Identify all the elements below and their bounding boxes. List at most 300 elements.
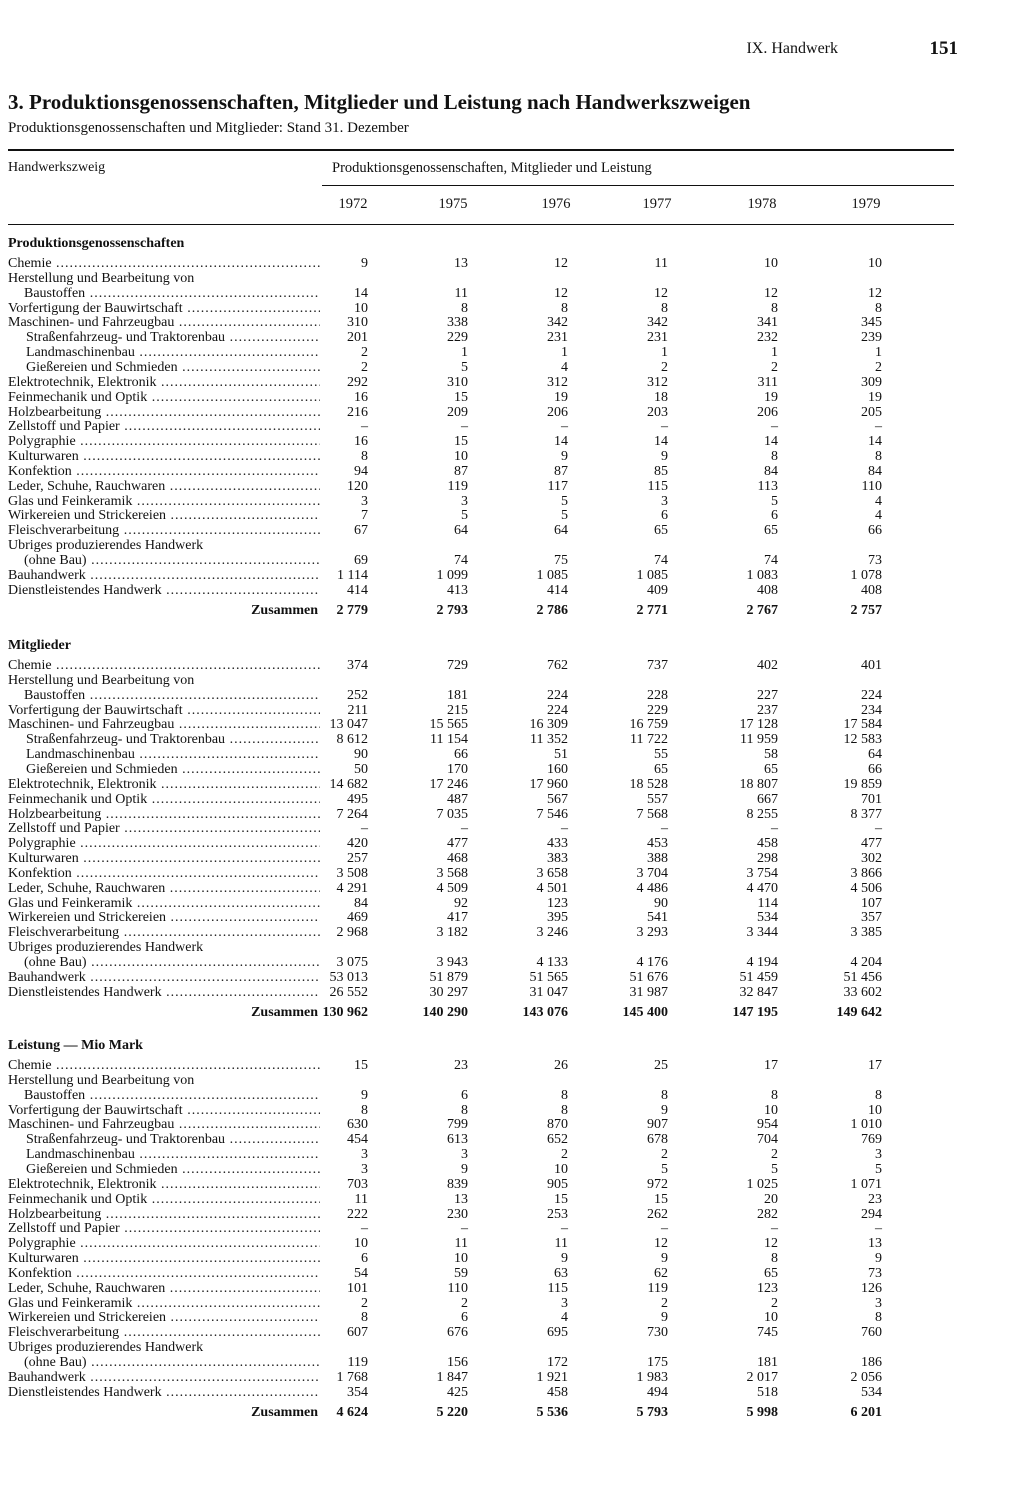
cell-1979: 8: [875, 1310, 882, 1326]
cell-1976: 383: [547, 851, 568, 867]
cell-1978: 8: [771, 300, 778, 316]
table-row: [0, 1222, 1024, 1237]
cell-1978: 2 767: [746, 602, 778, 618]
cell-1979: 84: [868, 463, 882, 479]
cell-1975: –: [461, 821, 468, 837]
cell-1972: 2: [361, 359, 368, 375]
cell-1975: 9: [461, 1161, 468, 1177]
cell-1976: 4 133: [536, 955, 568, 970]
cell-1972: 8: [361, 1310, 368, 1326]
cell-1977: 62: [654, 1265, 668, 1281]
table-row: [0, 450, 1024, 465]
cell-1979: 401: [861, 658, 882, 673]
cell-1975: –: [461, 1221, 468, 1237]
cell-1976: 5: [561, 493, 568, 509]
cell-1977: 12: [654, 1236, 668, 1252]
cell-1976: –: [561, 821, 568, 837]
cell-1977: 730: [647, 1325, 668, 1341]
cell-1972: 54: [354, 1265, 368, 1281]
cell-1977: 1 085: [636, 567, 668, 583]
cell-1979: 701: [861, 791, 882, 807]
row-label: Fleischverarbeitung .....: [8, 926, 320, 941]
cell-1979: 302: [861, 851, 882, 867]
cell-1976: 224: [547, 687, 568, 703]
chapter-title: IX. Handwerk: [746, 40, 838, 57]
row-label: (ohne Bau) .....: [24, 554, 320, 569]
cell-1977: 737: [647, 658, 668, 673]
cell-1979: –: [875, 419, 882, 435]
table-row: [0, 748, 1024, 763]
cell-1972: 69: [354, 553, 368, 568]
cell-1977: 3 293: [636, 925, 668, 941]
cell-1976: 75: [554, 553, 568, 568]
cell-1978: 4 470: [746, 880, 778, 896]
cell-1977: 907: [647, 1117, 668, 1133]
cell-1976: 12: [554, 256, 568, 271]
cell-1972: –: [361, 419, 368, 435]
table-row: [0, 941, 1024, 956]
table-row: [0, 1282, 1024, 1297]
cell-1972: 703: [347, 1176, 368, 1192]
cell-1977: 12: [654, 285, 668, 301]
cell-1975: 229: [447, 330, 468, 346]
cell-1978: 8: [771, 449, 778, 465]
cell-1975: 64: [454, 523, 468, 539]
cell-1978: 1 025: [746, 1176, 778, 1192]
cell-1979: 17 584: [843, 717, 882, 733]
cell-1979: 4 204: [850, 955, 882, 970]
cell-1972: 201: [347, 330, 368, 346]
cell-1975: 799: [447, 1117, 468, 1133]
cell-1972: 84: [354, 895, 368, 911]
cell-1979: 477: [861, 836, 882, 852]
cell-1978: 311: [757, 374, 778, 390]
cell-1972: 10: [354, 1236, 368, 1252]
cell-1979: 2: [875, 359, 882, 375]
cell-1975: 7 035: [436, 806, 468, 822]
cell-1976: 695: [547, 1325, 568, 1341]
cell-1978: 123: [757, 1280, 778, 1296]
row-label: Wirkereien und Strickereien .....: [8, 911, 320, 926]
cell-1979: 8: [875, 449, 882, 465]
row-label: Bauhandwerk .....: [8, 971, 320, 986]
row-label: Konfektion .....: [8, 1267, 320, 1282]
cell-1975: 119: [447, 478, 468, 494]
cell-1975: 3: [461, 493, 468, 509]
cell-1979: 66: [868, 523, 882, 539]
cell-1972: 4 624: [336, 1404, 368, 1420]
cell-1976: 19: [554, 389, 568, 405]
cell-1979: 5: [875, 1161, 882, 1177]
cell-1977: 2: [661, 1295, 668, 1311]
cell-1976: 16 309: [529, 717, 568, 733]
cell-1975: 10: [454, 449, 468, 465]
cell-1978: 65: [764, 1265, 778, 1281]
table-row: [0, 852, 1024, 867]
cell-1977: 9: [661, 1310, 668, 1326]
row-label: Gießereien und Schmieden .....: [26, 361, 320, 376]
cell-1979: 309: [861, 374, 882, 390]
table-row: [0, 495, 1024, 510]
cell-1978: 20: [764, 1191, 778, 1207]
cell-1978: 3 344: [746, 925, 778, 941]
row-label: Glas und Feinkeramik .....: [8, 1297, 320, 1312]
section-title: Leistung — Mio Mark: [8, 1038, 143, 1053]
cell-1979: 33 602: [843, 984, 882, 1000]
cell-1972: 11: [354, 1191, 368, 1207]
cell-1978: 534: [757, 910, 778, 926]
cell-1977: 25: [654, 1058, 668, 1073]
row-label: Vorfertigung der Bauwirtschaft .....: [8, 704, 320, 719]
cell-1978: 5: [771, 1161, 778, 1177]
table-row: [0, 1074, 1024, 1089]
cell-1972: 292: [347, 374, 368, 390]
row-label: Elektrotechnik, Elektronik .....: [8, 1178, 320, 1193]
row-label: Zellstoff und Papier .....: [8, 822, 320, 837]
table-row: [0, 569, 1024, 584]
cell-1975: 51 879: [429, 969, 468, 985]
cell-1978: 19: [764, 389, 778, 405]
table-row: [0, 1356, 1024, 1371]
cell-1976: 12: [554, 285, 568, 301]
cell-1975: 1 847: [436, 1369, 468, 1385]
table-row: [0, 406, 1024, 421]
cell-1979: 19: [868, 389, 882, 405]
cell-1976: 567: [547, 791, 568, 807]
cell-1975: 209: [447, 404, 468, 420]
row-label: Dienstleistendes Handwerk .....: [8, 1386, 320, 1401]
cell-1976: 160: [547, 761, 568, 777]
row-label: Leder, Schuhe, Rauchwaren .....: [8, 480, 320, 495]
cell-1975: 3: [461, 1147, 468, 1163]
cell-1977: 65: [654, 523, 668, 539]
cell-1977: 11 722: [630, 732, 668, 748]
cell-1977: 228: [647, 687, 668, 703]
table-row: [0, 1371, 1024, 1386]
cell-1979: 14: [868, 434, 882, 450]
cell-1975: 5 220: [436, 1404, 468, 1420]
cell-1977: 4 486: [636, 880, 668, 896]
cell-1978: 2: [771, 1295, 778, 1311]
cell-1979: 4: [875, 508, 882, 524]
cell-1977: 85: [654, 463, 668, 479]
cell-1978: 232: [757, 330, 778, 346]
cell-1979: 17: [868, 1058, 882, 1073]
row-label: Bauhandwerk .....: [8, 569, 320, 584]
cell-1979: 73: [868, 1265, 882, 1281]
cell-1972: 3: [361, 493, 368, 509]
row-label: Straßenfahrzeug- und Traktorenbau .....: [26, 1133, 320, 1148]
cell-1972: –: [361, 821, 368, 837]
cell-1979: 12: [868, 285, 882, 301]
cell-1972: 2: [361, 1295, 368, 1311]
cell-1972: 130 962: [322, 1004, 368, 1020]
cell-1976: 342: [547, 315, 568, 331]
row-label: Maschinen- und Fahrzeugbau .....: [8, 718, 320, 733]
cell-1976: 312: [547, 374, 568, 390]
row-label: Zellstoff und Papier .....: [8, 420, 320, 435]
table-row: [0, 733, 1024, 748]
cell-1977: 1: [661, 345, 668, 361]
cell-1977: 231: [647, 330, 668, 346]
cell-1975: 140 290: [422, 1004, 468, 1020]
row-label: Elektrotechnik, Elektronik .....: [8, 778, 320, 793]
table-subtitle: Produktionsgenossenschaften und Mitglieder: Stand 31. Dezember: [8, 120, 409, 136]
table-row: [0, 1208, 1024, 1223]
cell-1975: 6: [461, 1310, 468, 1326]
cell-1975: 230: [447, 1206, 468, 1222]
cell-1979: 239: [861, 330, 882, 346]
cell-1977: 18 528: [629, 776, 668, 792]
row-label: Glas und Feinkeramik .....: [8, 495, 320, 510]
cell-1975: 468: [447, 851, 468, 867]
table-row: [0, 971, 1024, 986]
cell-1978: 5: [771, 493, 778, 509]
cell-1972: 67: [354, 523, 368, 539]
cell-1972: 9: [361, 1087, 368, 1103]
cell-1972: 8 612: [336, 732, 368, 748]
cell-1976: 224: [547, 702, 568, 718]
cell-1976: 9: [561, 1251, 568, 1267]
table-row: [0, 465, 1024, 480]
cell-1979: 205: [861, 404, 882, 420]
cell-1972: 420: [347, 836, 368, 852]
cell-1976: 414: [547, 582, 568, 598]
cell-1975: 8: [461, 1102, 468, 1118]
total-row: [0, 1406, 1024, 1421]
row-label: Wirkereien und Strickereien .....: [8, 509, 320, 524]
row-label: Gießereien und Schmieden .....: [26, 763, 320, 778]
cell-1976: 5 536: [536, 1404, 568, 1420]
cell-1972: 216: [347, 404, 368, 420]
cell-1976: 143 076: [522, 1004, 568, 1020]
row-label: Maschinen- und Fahrzeugbau .....: [8, 316, 320, 331]
cell-1975: 11 154: [430, 732, 468, 748]
cell-1976: 14: [554, 434, 568, 450]
cell-1976: 87: [554, 463, 568, 479]
cell-1975: 30 297: [429, 984, 468, 1000]
cell-1977: 31 987: [629, 984, 668, 1000]
cell-1972: 7: [361, 508, 368, 524]
cell-1972: 94: [354, 463, 368, 479]
top-rule: [8, 149, 954, 151]
cell-1978: 8: [771, 1087, 778, 1103]
cell-1979: 1 010: [850, 1117, 882, 1133]
table-row: [0, 361, 1024, 376]
cell-1972: 50: [354, 761, 368, 777]
cell-1979: 8: [875, 1087, 882, 1103]
row-label: Landmaschinenbau .....: [26, 748, 320, 763]
cell-1976: 2: [561, 1147, 568, 1163]
cell-1977: 229: [647, 702, 668, 718]
row-label: Polygraphie .....: [8, 837, 320, 852]
cell-1978: 113: [757, 478, 778, 494]
cell-1979: 1: [875, 345, 882, 361]
cell-1972: 222: [347, 1206, 368, 1222]
cell-1977: 7 568: [636, 806, 668, 822]
cell-1979: 64: [868, 747, 882, 763]
row-label: Fleischverarbeitung .....: [8, 1326, 320, 1341]
cell-1978: 147 195: [732, 1004, 778, 1020]
table-row: [0, 1386, 1024, 1401]
cell-1978: 58: [764, 747, 778, 763]
cell-1977: 541: [647, 910, 668, 926]
cell-1976: 8: [561, 1087, 568, 1103]
cell-1978: 745: [757, 1325, 778, 1341]
cell-1975: 487: [447, 791, 468, 807]
cell-1977: 312: [647, 374, 668, 390]
table-row: [0, 837, 1024, 852]
row-label: Landmaschinenbau .....: [26, 346, 320, 361]
row-label: Herstellung und Bearbeitung von: [8, 271, 195, 286]
row-label: Fleischverarbeitung .....: [8, 524, 320, 539]
row-label: Übriges produzierendes Handwerk: [8, 1341, 204, 1356]
table-row: [0, 480, 1024, 495]
row-label: Bauhandwerk .....: [8, 1371, 320, 1386]
cell-1979: 345: [861, 315, 882, 331]
cell-1978: 11 959: [740, 732, 778, 748]
cell-1976: 123: [547, 895, 568, 911]
table-row: [0, 763, 1024, 778]
cell-1978: –: [771, 1221, 778, 1237]
row-label: Baustoffen .....: [24, 689, 320, 704]
cell-1976: 3 246: [536, 925, 568, 941]
cell-1975: 10: [454, 1251, 468, 1267]
cell-1978: 954: [757, 1117, 778, 1133]
row-label: Holzbearbeitung .....: [8, 808, 320, 823]
cell-1975: 23: [454, 1058, 468, 1073]
cell-1975: 13: [454, 1191, 468, 1207]
table-row: [0, 272, 1024, 287]
cell-1978: 4 194: [746, 955, 778, 970]
cell-1975: 59: [454, 1265, 468, 1281]
cell-1979: 107: [861, 895, 882, 911]
cell-1978: 341: [757, 315, 778, 331]
table-row: [0, 882, 1024, 897]
cell-1975: 6: [461, 1087, 468, 1103]
table-row: [0, 793, 1024, 808]
cell-1977: 2: [661, 359, 668, 375]
row-label: Feinmechanik und Optik .....: [8, 793, 320, 808]
cell-1978: 10: [764, 1102, 778, 1118]
cell-1972: 10: [354, 300, 368, 316]
row-label: Chemie .....: [8, 659, 320, 674]
cell-1972: 469: [347, 910, 368, 926]
cell-1978: 2: [771, 359, 778, 375]
cell-1978: 1: [771, 345, 778, 361]
cell-1972: 8: [361, 1102, 368, 1118]
table-row: [0, 911, 1024, 926]
cell-1976: 117: [547, 478, 568, 494]
cell-1978: 8 255: [746, 806, 778, 822]
cell-1979: 8 377: [850, 806, 882, 822]
section-title: Mitglieder: [8, 638, 71, 653]
cell-1977: 494: [647, 1384, 668, 1400]
cell-1979: 3: [875, 1295, 882, 1311]
cell-1977: 409: [647, 582, 668, 598]
cell-1975: 66: [454, 747, 468, 763]
cell-1979: 4 506: [850, 880, 882, 896]
cell-1978: 458: [757, 836, 778, 852]
cell-1976: 26: [554, 1058, 568, 1073]
cell-1978: 17: [764, 1058, 778, 1073]
table-row: [0, 420, 1024, 435]
row-label: Holzbearbeitung .....: [8, 1208, 320, 1223]
cell-1976: 11 352: [530, 732, 568, 748]
cell-1978: 12: [764, 1236, 778, 1252]
year-header-1977: 1977: [642, 196, 672, 212]
cell-1979: 23: [868, 1191, 882, 1207]
table-row: [0, 435, 1024, 450]
cell-1972: 90: [354, 747, 368, 763]
cell-1972: 120: [347, 478, 368, 494]
year-header-1978: 1978: [747, 196, 777, 212]
cell-1977: 175: [647, 1355, 668, 1370]
cell-1979: 3: [875, 1147, 882, 1163]
cell-1977: 678: [647, 1132, 668, 1148]
cell-1979: –: [875, 821, 882, 837]
cell-1972: 454: [347, 1132, 368, 1148]
table-row: [0, 822, 1024, 837]
cell-1977: –: [661, 821, 668, 837]
cell-1975: 338: [447, 315, 468, 331]
row-label: Wirkereien und Strickereien .....: [8, 1311, 320, 1326]
cell-1972: 14: [354, 285, 368, 301]
cell-1977: 9: [661, 1251, 668, 1267]
cell-1972: 53 013: [329, 969, 368, 985]
cell-1977: 5: [661, 1161, 668, 1177]
cell-1976: 17 960: [529, 776, 568, 792]
header-rule: [8, 224, 954, 225]
column-group-header: Produktionsgenossenschaften, Mitglieder und Leistung: [332, 160, 652, 176]
table-row: [0, 287, 1024, 302]
cell-1977: 65: [654, 761, 668, 777]
cell-1978: 12: [764, 285, 778, 301]
cell-1976: 8: [561, 1102, 568, 1118]
cell-1979: 3 866: [850, 865, 882, 881]
cell-1979: 9: [875, 1251, 882, 1267]
row-label: Zellstoff und Papier .....: [8, 1222, 320, 1237]
cell-1978: 65: [764, 761, 778, 777]
table-row: [0, 897, 1024, 912]
cell-1975: 4 509: [436, 880, 468, 896]
cell-1975: 613: [447, 1132, 468, 1148]
row-label: Holzbearbeitung .....: [8, 406, 320, 421]
cell-1979: 357: [861, 910, 882, 926]
cell-1979: 3 385: [850, 925, 882, 941]
row-label: Zusammen: [251, 603, 318, 618]
table-row: [0, 926, 1024, 941]
cell-1979: 66: [868, 761, 882, 777]
table-row: [0, 1193, 1024, 1208]
cell-1977: 203: [647, 404, 668, 420]
cell-1975: 729: [447, 658, 468, 673]
cell-1977: 2: [661, 1147, 668, 1163]
cell-1972: 1 768: [336, 1369, 368, 1385]
cell-1975: 2 793: [436, 602, 468, 618]
cell-1975: 181: [447, 687, 468, 703]
table-row: [0, 1059, 1024, 1074]
cell-1977: 9: [661, 449, 668, 465]
cell-1972: 495: [347, 791, 368, 807]
cell-1977: 342: [647, 315, 668, 331]
table-row: [0, 689, 1024, 704]
cell-1978: 227: [757, 687, 778, 703]
cell-1972: 310: [347, 315, 368, 331]
cell-1978: 667: [757, 791, 778, 807]
row-label: Feinmechanik und Optik .....: [8, 391, 320, 406]
cell-1979: 19 859: [843, 776, 882, 792]
